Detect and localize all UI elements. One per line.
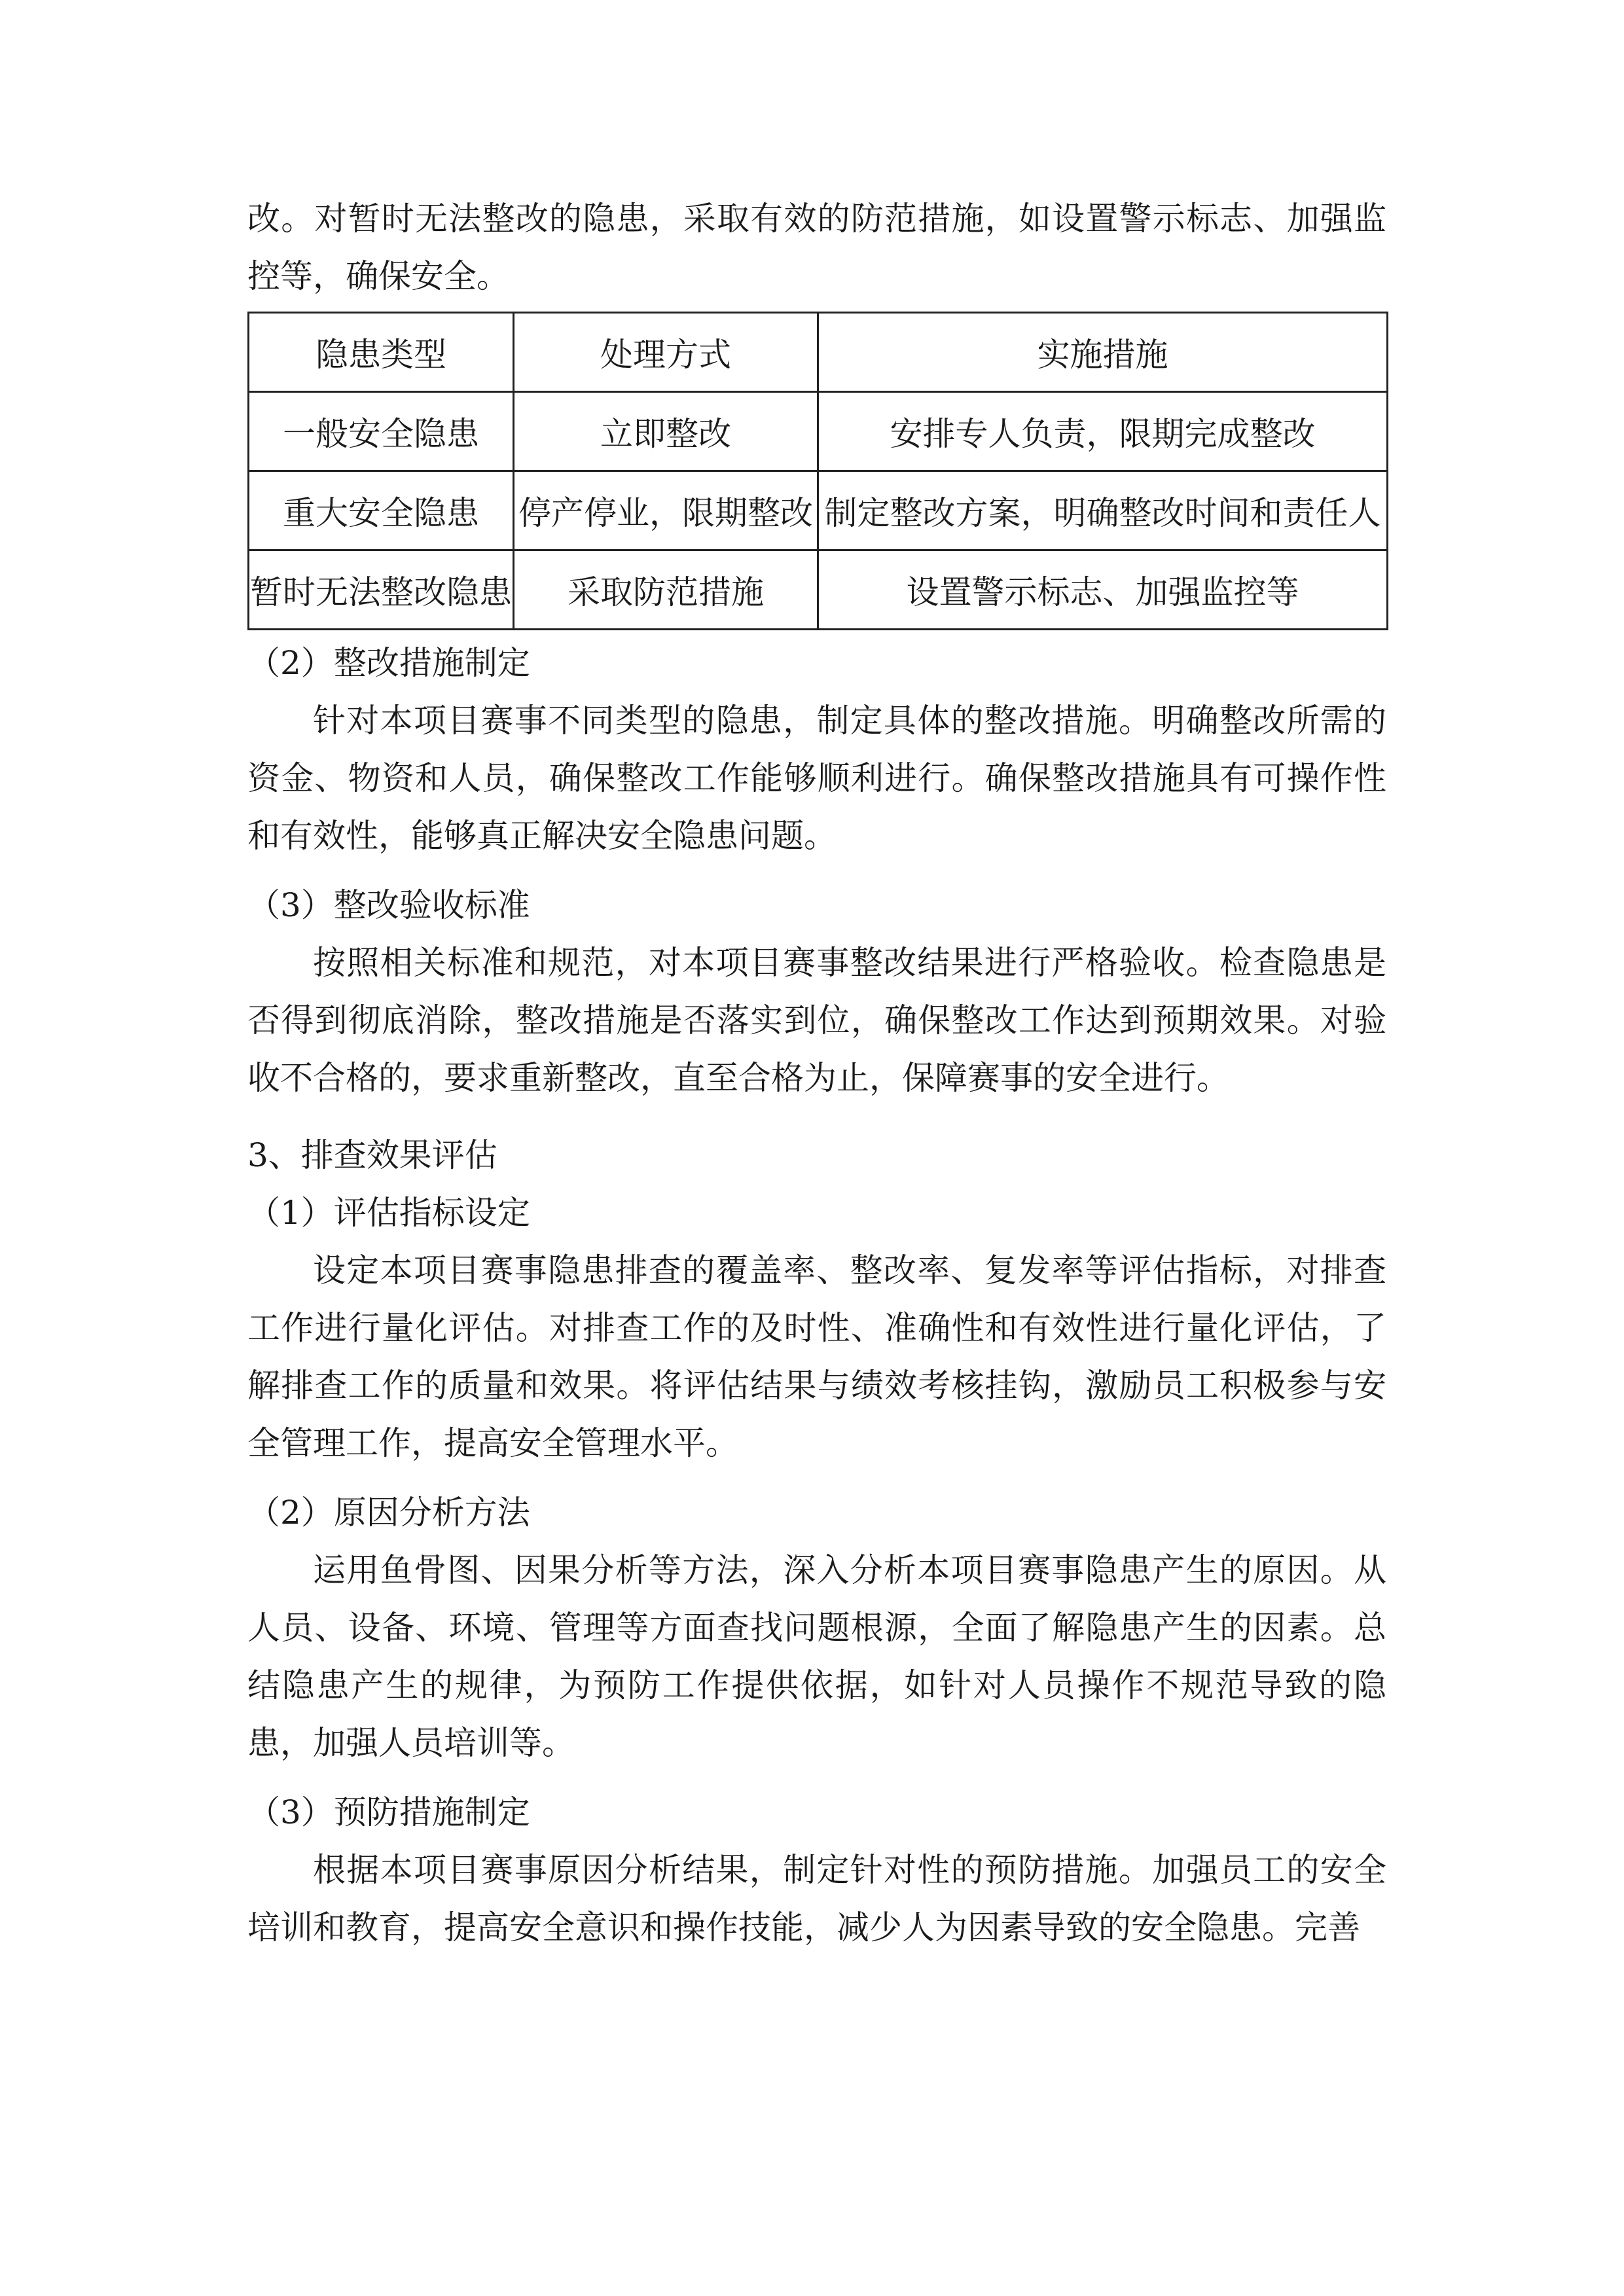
- table-cell: 停产停业，限期整改: [514, 471, 818, 550]
- table-cell: 采取防范措施: [514, 550, 818, 630]
- table-cell: 重大安全隐患: [249, 471, 514, 550]
- table-cell: 设置警示标志、加强监控等: [818, 550, 1388, 630]
- intro-paragraph: 改。对暂时无法整改的隐患，采取有效的防范措施，如设置警示标志、加强监控等，确保安全。: [247, 200, 1386, 295]
- section-3-heading: 3、排查效果评估: [247, 1136, 497, 1174]
- cause-analysis-paragraph: 运用鱼骨图、因果分析等方法，深入分析本项目赛事隐患产生的原因。从人员、设备、环境、管理等方面查找问题根源，全面了解隐患产生的因素。总结隐患产生的规律，为预防工作提供依据，如针对人员操作不规范导致的隐患，加强人员培训等。: [247, 1551, 1386, 1762]
- cause-analysis-heading: （2）原因分析方法: [247, 1494, 530, 1532]
- table-header-cell: 实施措施: [818, 313, 1388, 392]
- table-cell: 一般安全隐患: [249, 392, 514, 471]
- evaluation-indicators-heading: （1）评估指标设定: [247, 1194, 530, 1232]
- table-row: [249, 471, 1388, 550]
- table-cell: 制定整改方案，明确整改时间和责任人: [818, 471, 1388, 550]
- page-content: [247, 190, 1386, 1956]
- table-row: [249, 392, 1388, 471]
- acceptance-standard-paragraph: 按照相关标准和规范，对本项目赛事整改结果进行严格验收。检查隐患是否得到彻底消除，整改措施是否落实到位，确保整改工作达到预期效果。对验收不合格的，要求重新整改，直至合格为止，保障赛事的安全进行。: [247, 944, 1386, 1097]
- evaluation-indicators-paragraph: 设定本项目赛事隐患排查的覆盖率、整改率、复发率等评估指标，对排查工作进行量化评估。对排查工作的及时性、准确性和有效性进行量化评估，了解排查工作的质量和效果。将评估结果与绩效考核挂钩，激励员工积极参与安全管理工作，提高安全管理水平。: [247, 1251, 1386, 1462]
- prevention-measures-heading: （3）预防措施制定: [247, 1793, 530, 1831]
- table-header-row: [249, 313, 1388, 392]
- table-row: [249, 550, 1388, 630]
- rectify-measures-heading: （2）整改措施制定: [247, 644, 530, 682]
- prevention-measures-paragraph: 根据本项目赛事原因分析结果，制定针对性的预防措施。加强员工的安全培训和教育，提高安全意识和操作技能，减少人为因素导致的安全隐患。完善: [247, 1851, 1386, 1946]
- table-cell: 安排专人负责，限期完成整改: [818, 392, 1388, 471]
- hazard-table: [247, 312, 1388, 630]
- table-cell: 暂时无法整改隐患: [249, 550, 514, 630]
- acceptance-standard-heading: （3）整改验收标准: [247, 886, 530, 924]
- rectify-measures-paragraph: 针对本项目赛事不同类型的隐患，制定具体的整改措施。明确整改所需的资金、物资和人员，确保整改工作能够顺利进行。确保整改措施具有可操作性和有效性，能够真正解决安全隐患问题。: [247, 702, 1386, 855]
- table-header-cell: 处理方式: [514, 313, 818, 392]
- table-header-cell: 隐患类型: [249, 313, 514, 392]
- table-cell: 立即整改: [514, 392, 818, 471]
